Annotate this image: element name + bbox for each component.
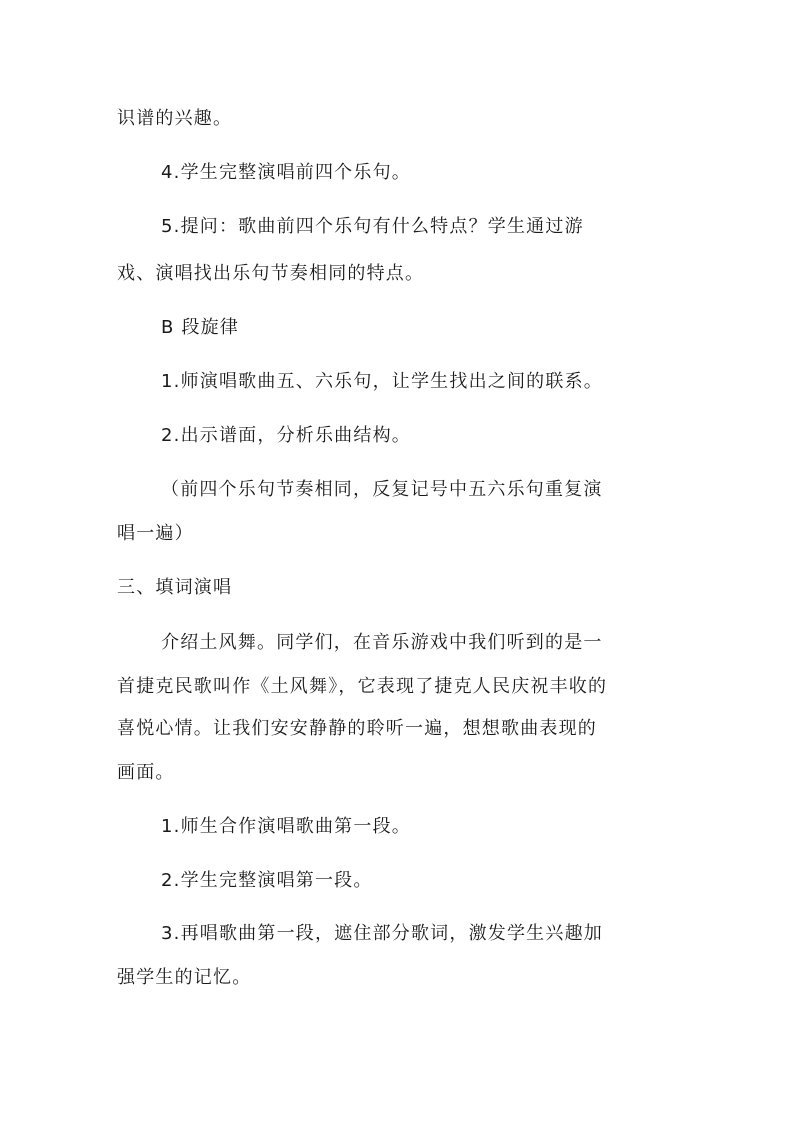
paragraph-line: 唱一遍） — [117, 523, 194, 544]
paragraph-line: 画面。 — [117, 762, 175, 783]
paragraph-line: 1.师生合作演唱歌曲第一段。 — [161, 816, 411, 837]
paragraph-line: 识谱的兴趣。 — [117, 108, 233, 129]
paragraph-line: 5.提问：歌曲前四个乐句有什么特点？学生通过游 — [161, 216, 584, 237]
paragraph-line: 强学生的记忆。 — [117, 967, 252, 988]
paragraph-line: 首捷克民歌叫作《土风舞》，它表现了捷克人民庆祝丰收的 — [117, 676, 608, 697]
paragraph-line: 1.师演唱歌曲五、六乐句，让学生找出之间的联系。 — [161, 371, 603, 392]
paragraph-line: 4.学生完整演唱前四个乐句。 — [161, 162, 411, 183]
section-heading: 三、填词演唱 — [117, 577, 233, 598]
paragraph-line: 喜悦心情。让我们安安静静的聆听一遍，想想歌曲表现的 — [117, 718, 597, 739]
paragraph-line: 2.出示谱面，分析乐曲结构。 — [161, 425, 411, 446]
paragraph-line: （前四个乐句节奏相同，反复记号中五六乐句重复演 — [161, 479, 603, 500]
paragraph-line: 戏、演唱找出乐句节奏相同的特点。 — [117, 263, 425, 284]
section-heading: B 段旋律 — [161, 317, 240, 338]
paragraph-line: 2.学生完整演唱第一段。 — [161, 870, 373, 891]
paragraph-line: 3.再唱歌曲第一段，遮住部分歌词，激发学生兴趣加 — [161, 923, 603, 944]
paragraph-line: 介绍土风舞。同学们，在音乐游戏中我们听到的是一 — [161, 632, 603, 653]
